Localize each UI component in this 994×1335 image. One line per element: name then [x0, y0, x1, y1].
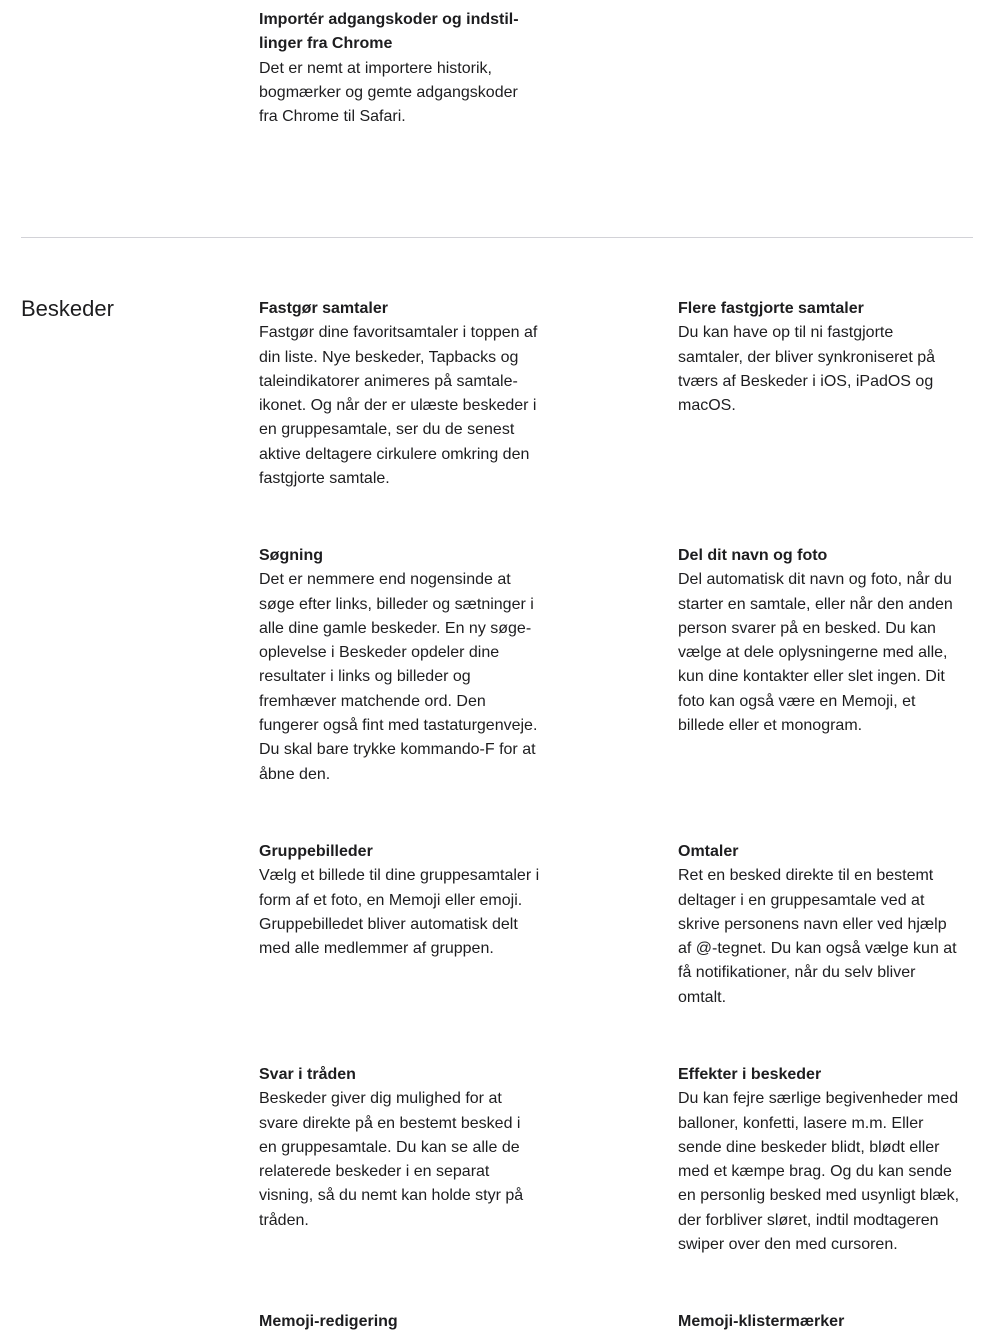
feature-description: Du kan fejre særlige begivenheder med balloner, konfetti, lasere m.m. Eller sende dine beskeder blidt, blødt eller med et kæmpe brag. Og du kan sende en personlig besked med usynligt blæk, der forbliver sløret, indtil modtageren swiper over den med cursoren. [678, 1090, 960, 1254]
feature-more-pinned-conversations [678, 297, 978, 418]
feature-title: Memoji-klistermærker [678, 1313, 845, 1330]
feature-title: Svar i tråden [259, 1066, 356, 1083]
feature-title: Gruppebilleder [259, 843, 373, 860]
feature-mentions [678, 840, 978, 1010]
section-divider [21, 237, 973, 238]
feature-pin-conversations [259, 297, 559, 491]
feature-description: Det er nemmere end nogensinde at søge efter links, billeder og sætninger i alle dine gamle beskeder. En ny søge- oplevelse i Beskeder opdeler dine resultater i links og billeder og fremhæver matchende ord. Den fungerer også fint med tastaturgenveje. Du skal bare trykke kommando-F for at åbne den. [259, 571, 538, 783]
feature-title: Memoji-redigering [259, 1313, 398, 1330]
feature-title: Flere fastgjorte samtaler [678, 300, 864, 317]
feature-title: Importér adgangskoder og indstil- linger fra Chrome [259, 11, 519, 53]
feature-search [259, 544, 559, 787]
feature-description: Fastgør dine favoritsamtaler i toppen af din liste. Nye beskeder, Tapbacks og taleindikatorer animeres på samtale- ikonet. Og når der er ulæste beskeder i en gruppesamtale, ser du de senest aktive deltagere cirkulere omkring den fastgjorte samtale. [259, 324, 538, 488]
feature-description: Det er nemt at importere historik, bogmærker og gemte adgangskoder fra Chrome til Safari. [259, 59, 518, 126]
feature-title: Søgning [259, 547, 323, 564]
feature-group-photos [259, 840, 559, 961]
feature-description: Ret en besked direkte til en bestemt deltager i en gruppesamtale ved at skrive personens navn eller ved hjælp af @-tegnet. Du kan også vælge kun at få notifikationer, når du selv bliver omtalt. [678, 867, 957, 1006]
feature-description: Du kan have op til ni fastgjorte samtaler, der bliver synkroniseret på tværs af Beskeder i iOS, iPadOS og macOS. [678, 324, 935, 415]
feature-title: Fastgør samtaler [259, 300, 388, 317]
feature-description: Beskeder giver dig mulighed for at svare direkte på en bestemt besked i en gruppesamtale. Du kan se alle de relaterede beskeder i en separat visning, så du nemt kan holde styr på tråden. [259, 1090, 524, 1229]
feature-memoji-editing [259, 1310, 559, 1334]
feature-title: Effekter i beskeder [678, 1066, 822, 1083]
feature-import-from-chrome [259, 8, 559, 129]
section-heading-messages: Beskeder [21, 296, 114, 321]
feature-inline-replies [259, 1063, 559, 1233]
feature-memoji-stickers [678, 1310, 978, 1334]
feature-description: Vælg et billede til dine gruppesamtaler i form af et foto, en Memoji eller emoji. Gruppebilledet bliver automatisk delt med alle medlemmer af gruppen. [259, 867, 540, 958]
feature-title: Omtaler [678, 843, 739, 860]
feature-description: Del automatisk dit navn og foto, når du starter en samtale, eller når den anden person svarer på en besked. Du kan vælge at dele oplysningerne med alle, kun dine kontakter eller slet ingen. Dit foto kan også være en Memoji, et billede eller et monogram. [678, 571, 953, 735]
feature-message-effects [678, 1063, 978, 1257]
feature-share-name-and-photo [678, 544, 978, 738]
feature-title: Del dit navn og foto [678, 547, 828, 564]
